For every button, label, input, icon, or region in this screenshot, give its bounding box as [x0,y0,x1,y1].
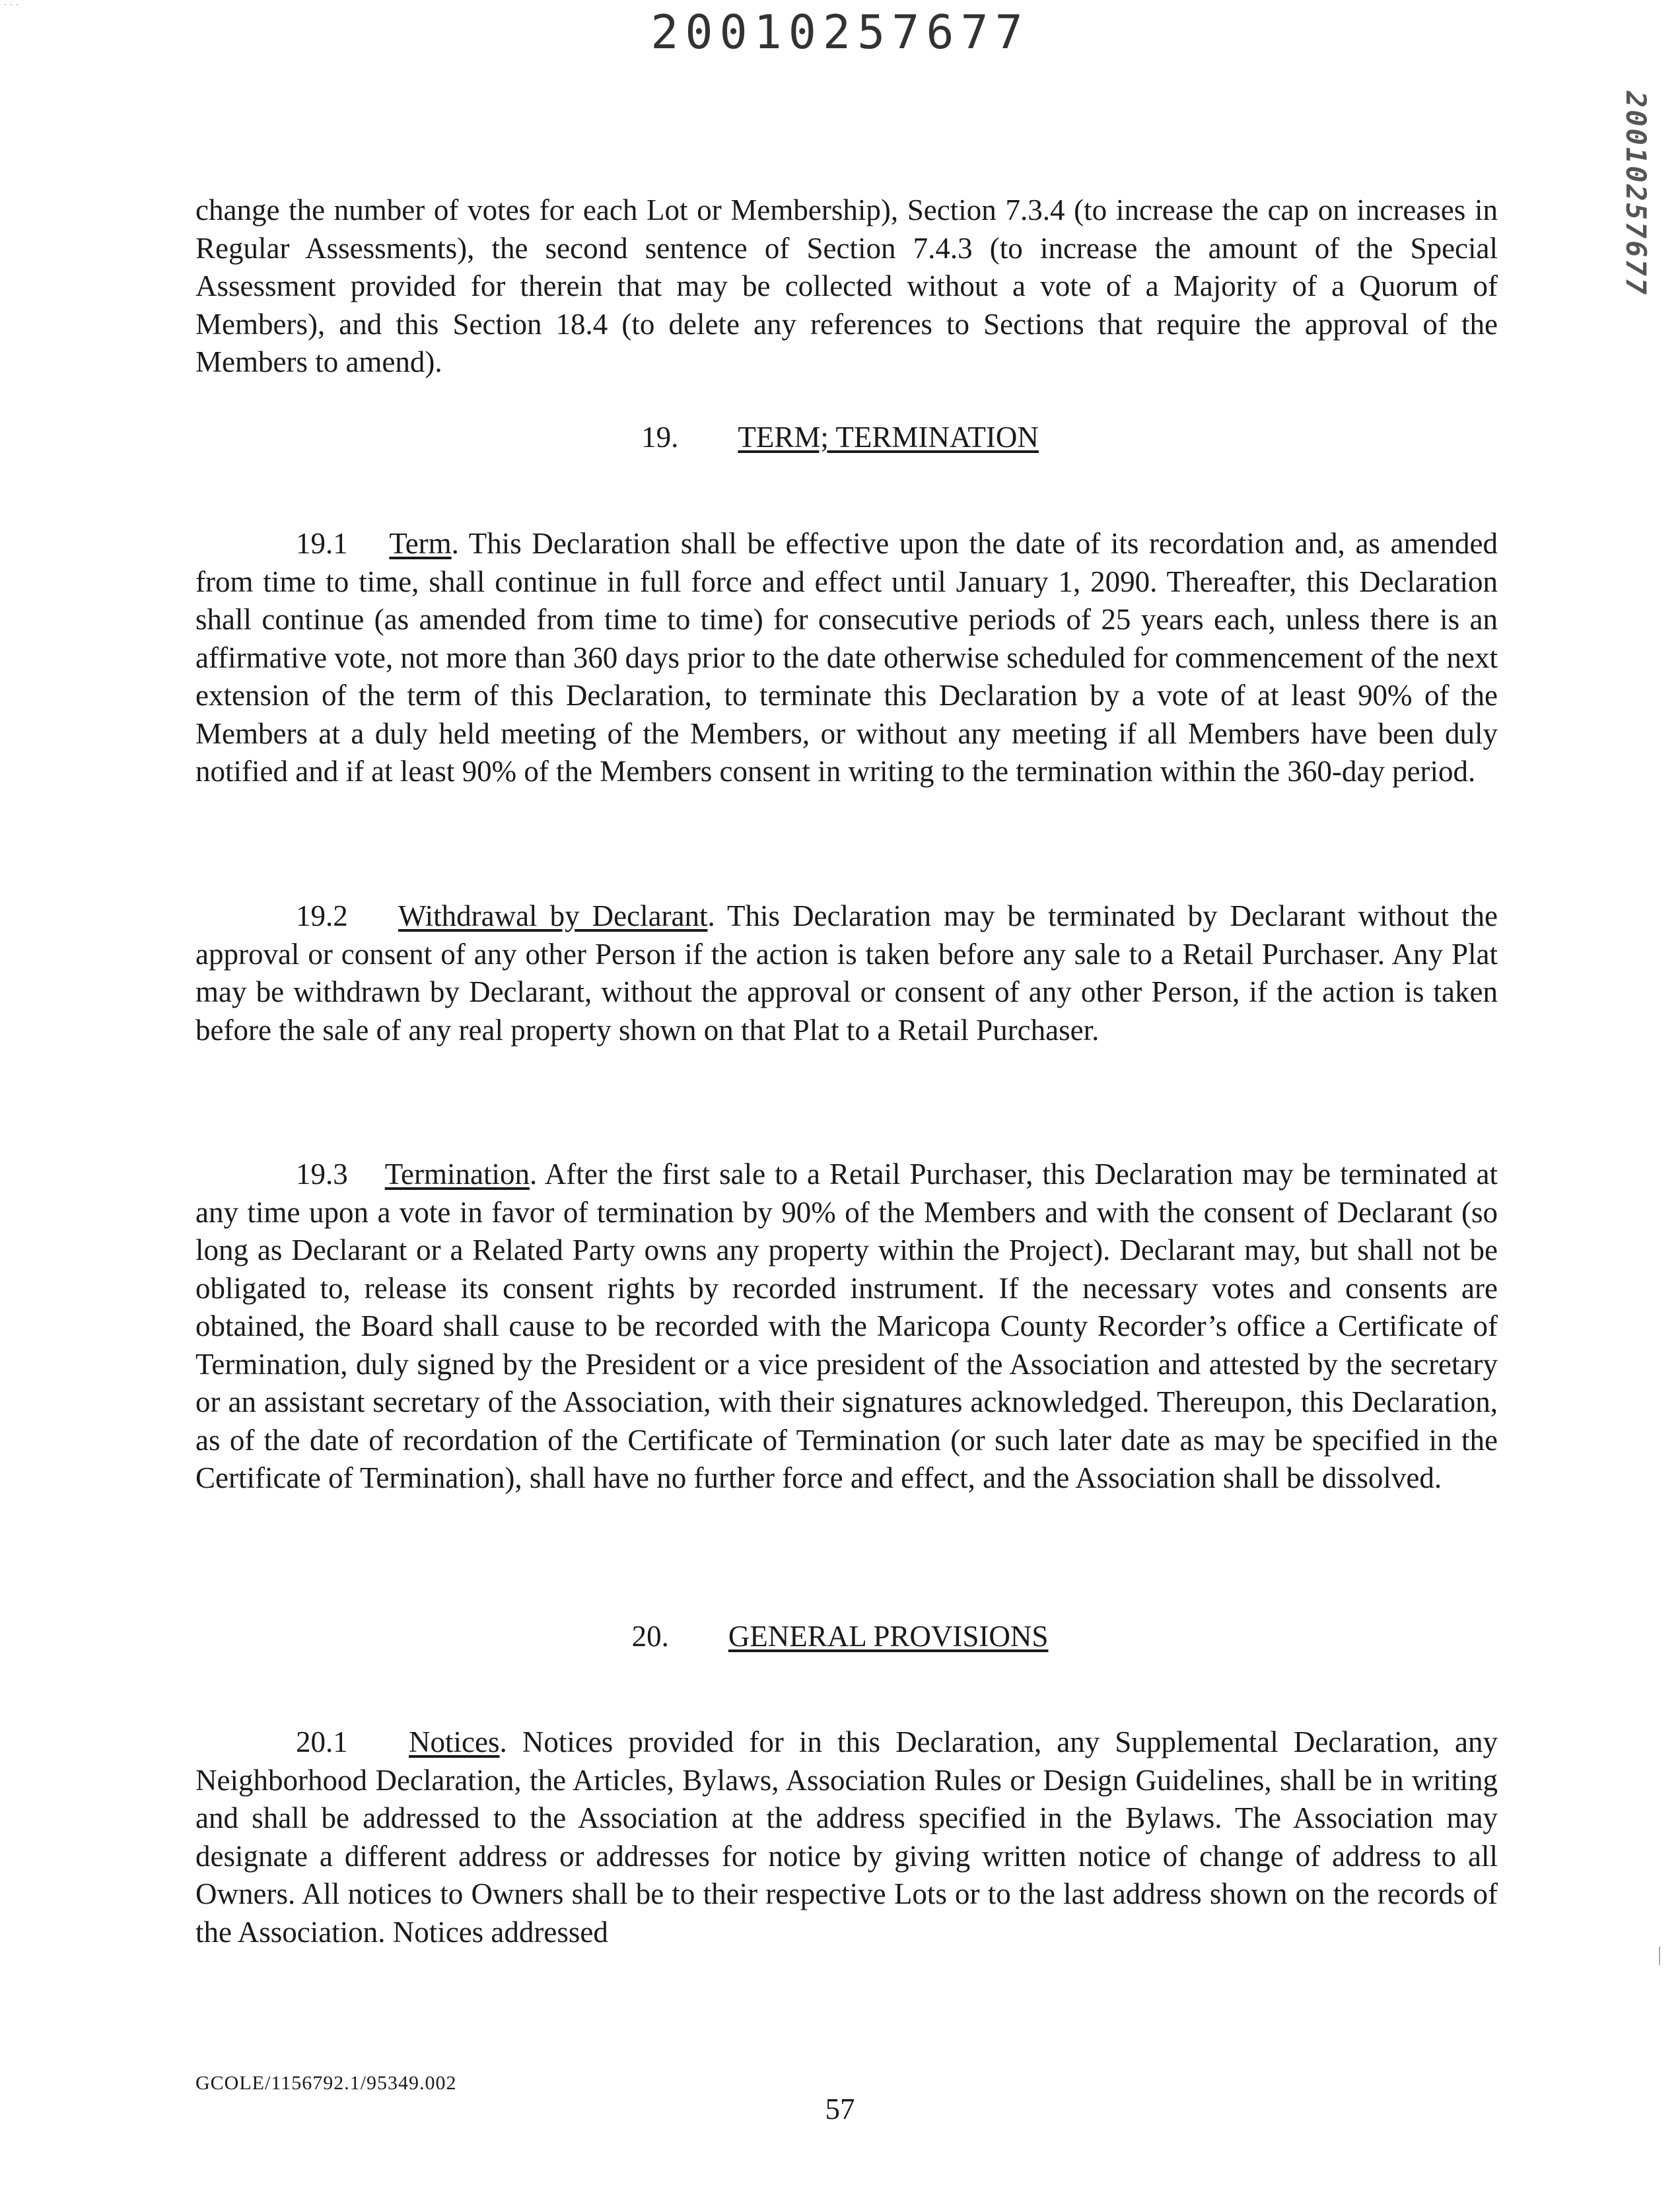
document-reference: GCOLE/1156792.1/95349.002 [195,2072,457,2094]
subsection-20-1 [195,1723,1498,1951]
section-heading-20 [0,1618,1680,1656]
section-heading-19 [0,419,1680,457]
subsection-text: . After the first sale to a Retail Purchaser, this Declaration may be terminated at any time upon a vote in favor of termination by 90% of the Members and with the consent of Declarant (so long as Declarant or a Related Party owns any property within the Project). Declarant may, but shall not be obligated to, release its consent rights by recorded instrument. If the necessary votes and consents are obtained, the Board shall cause to be recorded with the Maricopa County Recorder’s office a Certificate of Termination, duly signed by the President or a vice president of the Association and attested by the secretary or an assistant secretary of the Association, with their signatures acknowledged. Thereupon, this Declaration, as of the date of recordation of the Certificate of Termination (or such later date as may be specified in the Certificate of Termination), shall have no further force and effect, and the Association shall be dissolved. [195,1158,1498,1494]
subsection-text: . This Declaration may be terminated by Declarant without the approval or consent of any other Person if the action is taken before any sale to a Retail Purchaser. Any Plat may be withdrawn by Declarant, without the approval or consent of any other Person, if the action is taken before the sale of any real property shown on that Plat to a Retail Purchaser. [195,899,1498,1047]
subsection-title: Withdrawal by Declarant [398,899,708,932]
subsection-19-3 [195,1156,1498,1498]
subsection-title: Termination [384,1158,530,1191]
subsection-title: Term [389,527,452,560]
continuation-paragraph: change the number of votes for each Lot or Membership), Section 7.3.4 (to increase the cap on increases in Regular Assessments), the second sentence of Section 7.4.3 (to increase the amount of the Special Assessment provided for therein that may be collected without a vote of a Majority of a Quorum of Members), and this Section 18.4 (to delete any references to Sections that require the approval of the Members to amend). [195,193,1498,378]
subsection-text: . Notices provided for in this Declaration, any Supplemental Declaration, any Neighborhood Declaration, the Articles, Bylaws, Association Rules or Design Guidelines, shall be in writing and shall be addressed to the Association at the address specified in the Bylaws. The Association may designate a different address or addresses for notice by giving written notice of change of address to all Owners. All notices to Owners shall be to their respective Lots or to the last address shown on the records of the Association. Notices addressed [195,1725,1498,1949]
recording-number: 20010257677 [650,5,1030,59]
subsection-19-1 [195,525,1498,791]
subsection-title: Notices [409,1725,500,1758]
subsection-number: 19.2 [296,899,348,932]
section-title: GENERAL PROVISIONS [728,1620,1049,1653]
page-number: 57 [825,2093,855,2126]
subsection-number: 19.3 [296,1158,348,1191]
margin-scan-mark [1659,1947,1660,1965]
section-title: TERM; TERMINATION [738,421,1039,454]
section-number: 20. [631,1620,669,1653]
subsection-text: . This Declaration shall be effective upon the date of its recordation and, as amended from time to time, shall continue in full force and effect until January 1, 2090. Thereafter, this Declaration shall continue (as amended from time to time) for consecutive periods of 25 years each, unless there is an affirmative vote, not more than 360 days prior to the date otherwise scheduled for commencement of the next extension of the term of this Declaration, to terminate this Declaration by a vote of at least 90% of the Members at a duly held meeting of the Members, or without any meeting if all Members have been duly notified and if at least 90% of the Members consent in writing to the termination within the 360-day period. [195,527,1498,788]
scan-corner-marks: · · · [4,0,19,11]
subsection-number: 20.1 [296,1725,348,1758]
subsection-number: 19.1 [296,527,348,560]
side-recording-stamp-text: 20010257677 [1620,90,1653,296]
section-number: 19. [641,421,679,454]
side-recording-stamp [1617,85,1656,302]
subsection-19-2 [195,897,1498,1049]
